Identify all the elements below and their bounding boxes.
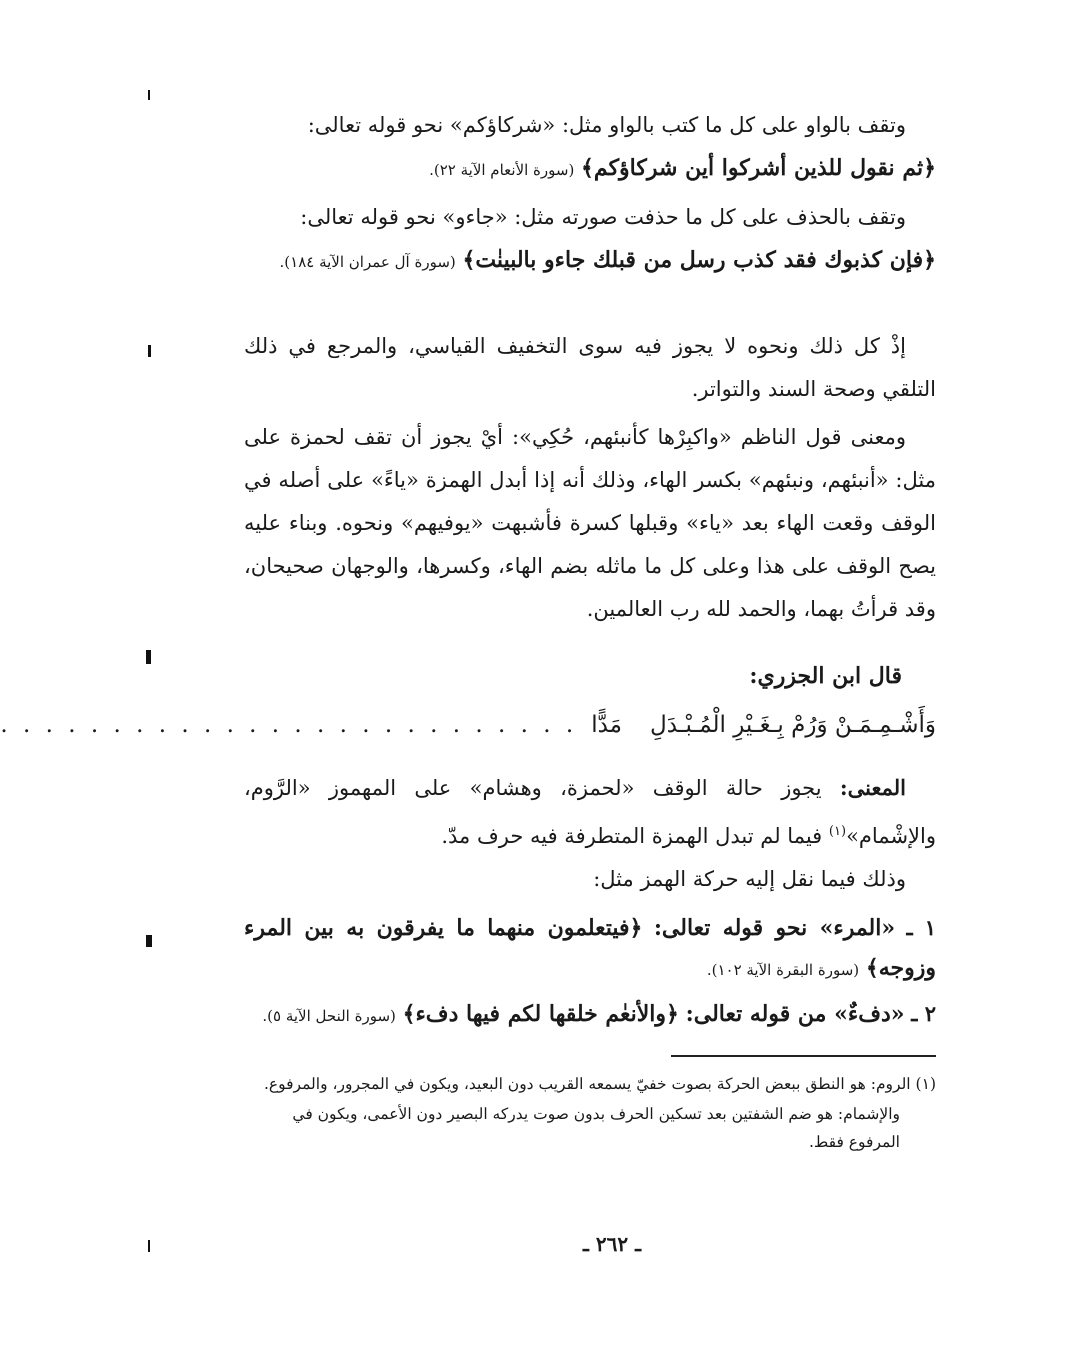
paragraph-2-text — [244, 196, 936, 239]
paragraph-1-quran-line — [244, 147, 936, 192]
example-1-num: ١ ـ — [906, 915, 936, 940]
scan-mark — [146, 650, 151, 664]
example-2-quran: ﴿والأنعٰم خلقها لكم فيها دفء﴾ — [402, 1001, 679, 1027]
example-2 — [244, 994, 936, 1036]
meaning-section — [244, 766, 936, 901]
verse-dots: . . . . . . . . . . . . . . . . . . . . . . . . . . — [0, 712, 578, 738]
example-1-quran: ﴿فيتعلمون منهما ما يفرقون به بين المرء وزوجه﴾ — [244, 915, 936, 981]
verse-reference: (سورة آل عمران الآية ١٨٤). — [279, 253, 456, 271]
verse-second-hemistich: مَدًّا — [591, 712, 623, 738]
paragraph-3 — [244, 325, 936, 411]
page-number: ـ ٢٦٢ ـ — [583, 1232, 641, 1256]
paragraph-4 — [244, 416, 936, 631]
example-2-num: ٢ ـ — [911, 1001, 936, 1026]
example-1 — [244, 908, 936, 990]
heading-text: قال ابن الجزري: — [749, 663, 902, 689]
paragraph-4-text: ومعنى قول الناظم «واكبِرْها كأنبئهم، حُكِي»: أيْ يجوز أن تقف لحمزة على مثل: «أنبئهم، ونبئهم» بكسر الهاء، وذلك أنه إذا أبدل الهمزة «ياءً» على أصله في الوقف وقعت الهاء بعد «ياء» وقبلها كسرة فأشبهت «يوفيهم» ونحوه. وبناء عليه يصح الوقف على هذا وعلى كل ما ماثله بضم الهاء، وكسرها، والوجهان صحيحان، وقد قرأتُ بهما، والحمد لله رب العالمين. — [244, 425, 936, 621]
meaning-text-a: يجوز حالة الوقف «لحمزة، وهشام» على المهموز «الرَّوم، والإشْمام» — [244, 776, 936, 848]
examples-intro: وذلك فيما نقل إليه حركة الهمز مثل: — [593, 867, 906, 891]
footnote-1 — [244, 1070, 936, 1098]
meaning-text-b: فيما لم تبدل الهمزة المتطرفة فيه حرف مدّ. — [441, 824, 823, 848]
paragraph-2-quran-line — [244, 239, 936, 284]
paragraph-1-text — [244, 104, 936, 147]
verse-reference: (سورة الأنعام الآية ٢٢). — [429, 161, 575, 179]
meaning-label: المعنى: — [839, 775, 906, 800]
footnote-1-text-a: الروم: هو النطق ببعض الحركة بصوت خفيّ يسمعه القريب دون البعيد، ويكون في المجرور، والمرفوع. — [263, 1075, 911, 1093]
quran-verse: ﴿ثم نقول للذين أشركوا أين شركاؤكم﴾ — [581, 155, 936, 181]
paragraph-1 — [244, 104, 936, 192]
paragraph-2 — [244, 196, 936, 284]
example-2-ref: (سورة النحل الآية ٥). — [262, 1007, 396, 1025]
example-2-lead: «دفءٌ» من قوله تعالى: — [685, 1001, 905, 1027]
example-1-lead: «المرء» نحو قوله تعالى: — [653, 915, 896, 941]
section-heading — [244, 655, 936, 698]
footnotes — [244, 1070, 936, 1158]
footnote-1-continuation — [244, 1100, 936, 1156]
footnote-separator — [671, 1055, 936, 1057]
poem-verse — [0, 712, 936, 738]
scan-mark — [148, 345, 151, 357]
scan-mark — [148, 1240, 150, 1252]
examples-list — [244, 908, 936, 1036]
paragraph-3-text: إذْ كل ذلك ونحوه لا يجوز فيه سوى التخفيف القياسي، والمرجع في ذلك التلقي وصحة السند والتواتر. — [244, 334, 936, 401]
example-1-ref: (سورة البقرة الآية ١٠٢). — [706, 961, 860, 979]
scan-mark — [146, 935, 152, 947]
meaning-paragraph — [244, 766, 936, 858]
scan-mark — [148, 90, 150, 100]
paragraph-2-lead: وتقف بالحذف على كل ما حذفت صورته مثل: «جاءو» نحو قوله تعالى: — [300, 205, 906, 229]
quran-verse: ﴿فإن كذبوك فقد كذب رسل من قبلك جاءو بالبينٰت﴾ — [462, 247, 936, 273]
footnote-1-number: (١) — [915, 1075, 936, 1093]
verse-first-hemistich: وَأَشْـمِـمَـنْ وَرُمْ بِـغَـيْرِ الْمُـبْـدَلِ — [650, 712, 936, 738]
footnote-marker: (١) — [828, 824, 847, 839]
footnote-1-text-b: والإشمام: هو ضم الشفتين بعد تسكين الحرف بدون صوت يدركه البصير دون الأعمى، ويكون في المرفوع فقط. — [292, 1105, 900, 1151]
paragraph-1-lead: وتقف بالواو على كل ما كتب بالواو مثل: «شركاؤكم» نحو قوله تعالى: — [307, 113, 906, 137]
